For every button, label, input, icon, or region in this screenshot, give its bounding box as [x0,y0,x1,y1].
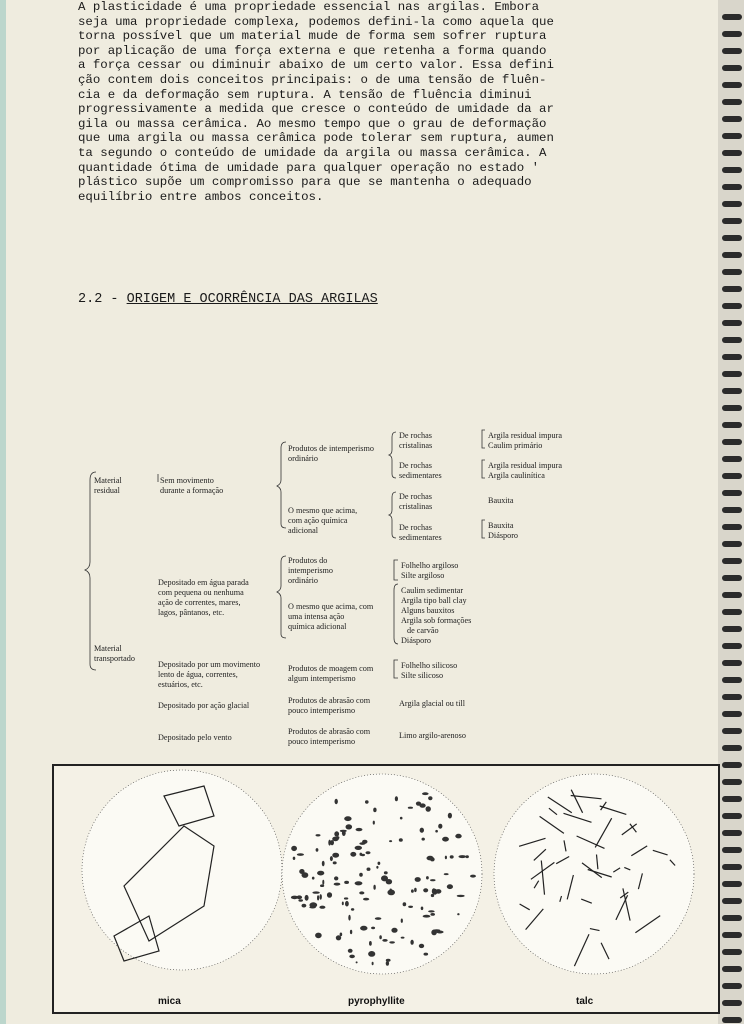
folhelho-silicoso-label: Folhelho silicoso Silte silicoso [401,661,458,680]
caulim-sedimentar-label: Caulim sedimentar Argila tipo ball clay Alguns bauxitos Argila sob formações de carvão Diásporo [401,586,472,645]
pyrophyllite-grain [317,871,324,876]
spiral-coil [722,541,742,547]
pyrophyllite-grain [342,902,344,906]
depositado-vento-label: Depositado pelo vento [158,733,232,742]
pyrophyllite-grain [372,962,374,965]
spiral-coil [722,218,742,224]
paragraph-line: cia e da deformação sem ruptura. A tensão de fluência diminui [78,87,532,102]
spiral-coil [722,966,742,972]
spiral-coil [722,575,742,581]
paragraph-line: equilíbrio entre ambos conceitos. [78,189,324,204]
pyrophyllite-grain [442,837,449,842]
pyrophyllite-grain [355,846,362,850]
argila-residual-2-label: Argila residual impura Argila caulinítica [488,461,562,480]
spiral-coil [722,422,742,428]
pyrophyllite-grain [376,866,378,869]
spiral-coil [722,592,742,598]
spiral-coil [722,847,742,853]
paragraph-line: A plasticidade é uma propriedade essencial nas argilas. Embora [78,0,540,14]
produtos-do-intemperismo-label: Produtos do intemperismo ordinário [288,556,334,585]
pyrophyllite-grain [384,871,388,874]
paragraph-line: que uma argila ou massa cerâmica pode tolerar sem ruptura, aumen [78,131,554,146]
pyrophyllite-grain [430,879,436,881]
spiral-coil [722,473,742,479]
pyrophyllite-grain [350,852,356,857]
spiral-coil [722,320,742,326]
mica-micrograph [82,770,282,970]
spiral-coil [722,133,742,139]
micrograph-panel [52,764,720,1014]
spiral-coil [722,830,742,836]
pyrophyllite-grain [351,908,354,911]
micrograph-images [54,766,718,1012]
spiral-coil [722,167,742,173]
spiral-coil [722,898,742,904]
pyrophyllite-grain [431,930,437,936]
pyrophyllite-grain [438,824,442,829]
spiral-coil [722,507,742,513]
pyrophyllite-grain [316,834,321,836]
pyrophyllite-grain [375,917,381,920]
pyrophyllite-grain [428,796,432,800]
abrasao-2-label: Produtos de abrasão com pouco intemperismo [288,727,371,746]
limo-argilo-label: Limo argilo-arenoso [399,731,466,740]
pyrophyllite-grain [299,869,304,874]
pyrophyllite-grain [470,875,476,878]
spiral-coil [722,99,742,105]
pyrophyllite-grain [335,799,338,804]
pyrophyllite-grain [421,907,424,911]
argila-residual-1-label: Argila residual impura Caulim primário [488,431,562,450]
pyrophyllite-grain [291,846,297,851]
pyrophyllite-grain [291,896,298,900]
pyrophyllite-grain [332,853,339,858]
pyrophyllite-grain [360,926,367,931]
pyrophyllite-grain [410,940,413,945]
pyrophyllite-grain [373,885,375,890]
pyrophyllite-grain [334,876,338,880]
paragraph-line: ta segundo o conteúdo de umidade da argila ou massa cerâmica. A [78,145,547,160]
spiral-coil [722,116,742,122]
pyrophyllite-grain [389,840,392,842]
spiral-coil [722,864,742,870]
pyrophyllite-grain [455,834,461,839]
spiral-coil [722,660,742,666]
pyrophyllite-grain [373,808,376,813]
spiral-coil [722,643,742,649]
pyrophyllite-grain [382,939,387,942]
spiral-binding [718,0,744,1024]
pyrophyllite-grain [457,895,465,897]
spiral-coil [722,728,742,734]
depositado-movimento-label: Depositado por um movimento lento de água, correntes, estuários, etc. [158,660,261,689]
pyrophyllite-grain [348,949,353,953]
paragraph-line: ção contem dois conceitos principais: o de uma tensão de fluên- [78,72,547,87]
pyrophyllite-grain [428,910,435,912]
argila-glacial-label: Argila glacial ou till [399,699,466,708]
spiral-coil [722,269,742,275]
pyrophyllite-grain [359,891,364,894]
spiral-coil [722,796,742,802]
rochas-cristalinas-1-label: De rochas cristalinas [399,431,433,450]
spiral-coil [722,949,742,955]
pyrophyllite-grain [450,855,454,858]
spiral-coil [722,983,742,989]
pyrophyllite-grain [466,855,469,858]
pyrophyllite-grain [366,851,371,854]
pyrophyllite-grain [389,941,395,943]
pyrophyllite-grain [330,856,333,861]
pyrophyllite-grain [360,853,363,856]
pyrophyllite-grain [356,828,363,831]
pyrophyllite-grain [328,840,331,846]
pyrophyllite-grain [369,941,372,946]
pyrophyllite-grain [356,961,358,963]
spiral-coil [722,626,742,632]
talc-micrograph [494,774,694,974]
spiral-coil [722,388,742,394]
paragraph-line: seja uma propriedade complexa, podemos defini-la como aquela que [78,14,554,29]
pyrophyllite-grain [337,836,340,839]
spiral-coil [722,252,742,258]
pyrophyllite-grain [408,906,413,908]
pyrophyllite-grain [298,899,303,901]
spiral-coil [722,1000,742,1006]
pyrophyllite-grain [447,884,453,889]
pyrophyllite-grain [334,883,341,886]
pyrophyllite-grain [423,888,428,892]
spiral-coil [722,371,742,377]
pyrophyllite-grain [334,831,339,836]
pyrophyllite-grain [419,944,424,948]
spiral-coil [722,31,742,37]
spiral-coil [722,82,742,88]
spiral-coil [722,235,742,241]
pyrophyllite-label: pyrophyllite [348,996,405,1007]
pyrophyllite-grain [349,955,355,959]
spiral-coil [722,1017,742,1023]
pyrophyllite-grain [459,855,467,858]
paragraph-line: gila ou massa cerâmica. Ao mesmo tempo que o grau de deformação [78,116,547,131]
pyrophyllite-grain [322,861,325,867]
pyrophyllite-grain [400,817,403,820]
paragraph-line: por aplicação de uma força externa e que retenha a forma quando [78,43,547,58]
pyrophyllite-grain [420,803,426,807]
spiral-coil [722,813,742,819]
pyrophyllite-grain [317,895,319,900]
spiral-coil [722,915,742,921]
spiral-coil [722,48,742,54]
section-heading [78,292,378,307]
pyrophyllite-grain [408,807,413,809]
depositado-agua-label: Depositado em água parada com pequena ou nenhuma ação de correntes, mares, lagos, pântanos, etc. [158,578,249,617]
pyrophyllite-grain [350,930,352,934]
bauxita-label: Bauxita [488,496,514,505]
paragraph-line: progressivamente a medida que cresce o conteúdo de umidade da ar [78,102,554,117]
rochas-cristalinas-2-label: De rochas cristalinas [399,492,433,511]
sem-movimento-label: Sem movimento durante a formação [160,476,224,495]
pyrophyllite-grain [344,881,349,884]
spiral-coil [722,303,742,309]
pyrophyllite-grain [422,792,429,795]
pyrophyllite-grain [414,888,417,892]
spiral-coil [722,439,742,445]
pyrophyllite-grain [432,888,436,894]
pyrophyllite-grain [390,889,392,891]
pyrophyllite-grain [363,898,369,901]
spiral-coil [722,932,742,938]
pyrophyllite-grain [320,894,322,900]
spiral-coil [722,184,742,190]
spiral-coil [722,150,742,156]
pyrophyllite-grain [430,913,435,916]
spiral-coil [722,201,742,207]
pyrophyllite-grain [386,879,392,884]
pyrophyllite-grain [424,953,429,956]
spiral-coil [722,490,742,496]
mesmo-intensa-label: O mesmo que acima, com uma intensa ação química adicional [288,602,374,631]
rochas-sedimentares-1-label: De rochas sedimentares [399,461,442,480]
spiral-coil [722,881,742,887]
material-transportado-label: Material transportado [94,644,135,663]
pyrophyllite-grain [359,873,363,877]
pyrophyllite-grain [297,853,304,856]
pyrophyllite-grain [368,951,375,957]
spiral-coil [722,14,742,20]
pyrophyllite-grain [379,935,382,939]
pyrophyllite-grain [365,800,369,803]
spiral-coil [722,65,742,71]
spiral-coil [722,677,742,683]
pyrophyllite-grain [322,880,324,885]
moagem-label: Produtos de moagem com algum intemperismo [288,664,374,683]
paragraph-line: plástico supõe um compromisso para que se mantenha o adequado [78,175,532,190]
paragraph-line: quantidade ótima de umidade para qualquer operação no estado ' [78,160,540,175]
talc-label: talc [576,996,594,1007]
pyrophyllite-grain [320,884,324,887]
pyrophyllite-grain [344,816,351,821]
pyrophyllite-grain [316,848,319,852]
pyrophyllite-grain [391,928,397,933]
pyrophyllite-grain [457,913,459,915]
pyrophyllite-grain [426,876,429,879]
spiral-coil [722,337,742,343]
pyrophyllite-grain [340,830,347,832]
pyrophyllite-grain [345,901,349,907]
paragraph-line: a força cessar ou diminuir abaixo de um certo valor. Essa defini [78,58,554,73]
pyrophyllite-grain [423,915,431,918]
pyrophyllite-grain [309,906,316,908]
pyrophyllite-grain [346,824,353,829]
spiral-coil [722,711,742,717]
spiral-coil [722,609,742,615]
spiral-coil [722,779,742,785]
pyrophyllite-grain [411,889,414,892]
pyrophyllite-grain [348,915,350,921]
pyrophyllite-grain [403,902,407,906]
section-number: 2.2 - [78,292,127,307]
spiral-coil [722,524,742,530]
pyrophyllite-grain [336,935,341,940]
spiral-coil [722,694,742,700]
pyrophyllite-grain [422,838,425,841]
pyrophyllite-grain [355,881,363,885]
pyrophyllite-grain [420,828,424,833]
pyrophyllite-grain [401,937,405,939]
abrasao-1-label: Produtos de abrasão com pouco intemperismo [288,696,371,715]
pyrophyllite-grain [305,895,309,901]
spiral-coil [722,405,742,411]
spiral-coil [722,745,742,751]
pyrophyllite-grain [315,933,322,939]
pyrophyllite-grain [426,806,431,812]
pyrophyllite-grain [386,961,389,966]
pyrophyllite-grain [415,877,421,882]
spiral-coil [722,762,742,768]
mica-label: mica [158,996,181,1007]
spiral-coil [722,456,742,462]
depositado-glacial-label: Depositado por ação glacial [158,701,250,710]
pyrophyllite-grain [367,868,371,871]
pyrophyllite-grain [312,877,315,880]
section-title: ORIGEM E OCORRÊNCIA DAS ARGILAS [126,292,378,307]
pyrophyllite-grain [427,856,434,861]
pyrophyllite-grain [445,856,447,860]
folhelho-argiloso-label: Folhelho argiloso Silte argiloso [401,561,459,580]
plasticity-paragraph [78,0,658,204]
pyrophyllite-grain [435,830,438,833]
paragraph-line: torna possível que um material mude de forma sem sofrer ruptura [78,29,547,44]
pyrophyllite-grain [371,927,375,930]
pyrophyllite-grain [373,821,375,825]
pyrophyllite-grain [399,838,403,842]
pyrophyllite-grain [319,906,325,909]
bauxita-diasporo-label: Bauxita Diásporo [488,521,519,540]
pyrophyllite-grain [431,894,434,897]
pyrophyllite-grain [327,892,332,898]
pyrophyllite-grain [302,904,307,908]
clay-origin-diagram [0,420,718,750]
produtos-intemperismo-label: Produtos de intemperismo ordinário [288,444,374,463]
pyrophyllite-micrograph [282,774,482,974]
material-residual-label: Material residual [94,476,122,495]
rochas-sedimentares-2-label: De rochas sedimentares [399,523,442,542]
pyrophyllite-grain [378,862,381,865]
pyrophyllite-grain [448,813,452,819]
spiral-coil [722,286,742,292]
spiral-coil [722,558,742,564]
pyrophyllite-grain [395,796,398,801]
pyrophyllite-grain [333,861,337,864]
pyrophyllite-grain [312,891,319,893]
pyrophyllite-grain [444,873,449,875]
mesmo-quimica-label: O mesmo que acima, com ação química adicional [288,506,358,535]
pyrophyllite-grain [293,857,296,860]
pyrophyllite-grain [401,919,403,923]
pyrophyllite-grain [359,842,365,845]
pyrophyllite-grain [344,897,348,899]
spiral-coil [722,354,742,360]
